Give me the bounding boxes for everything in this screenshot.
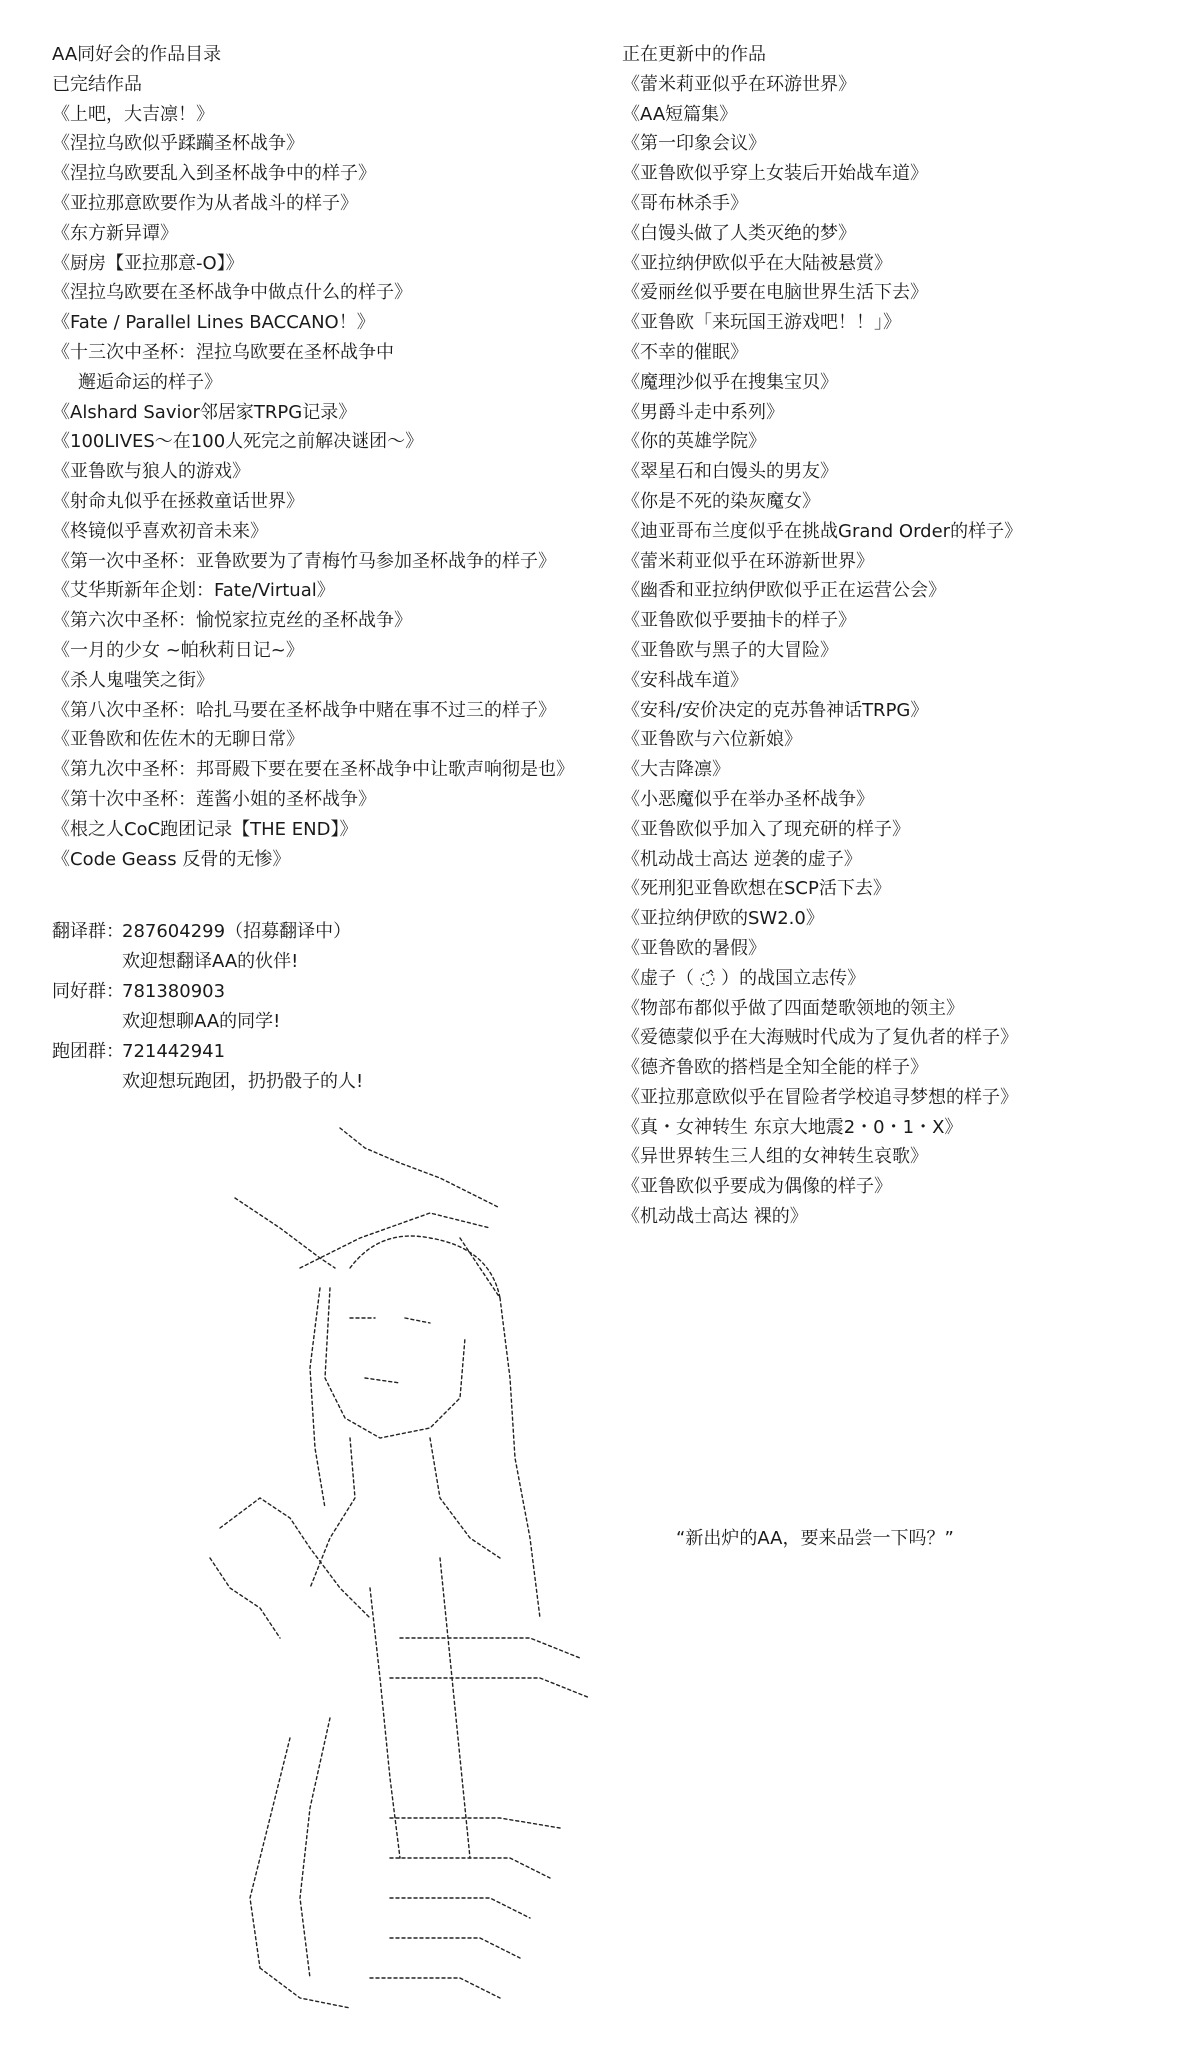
ongoing-work-item: 《哥布林杀手》 xyxy=(622,192,748,214)
completed-work-item: 《东方新异谭》 xyxy=(52,222,178,244)
group-label: 跑团群： xyxy=(52,1041,124,1062)
ongoing-work-item: 《亚鲁欧与六位新娘》 xyxy=(622,729,802,751)
ongoing-work-item: 《真・女神转生 东京大地震2・0・1・X》 xyxy=(622,1116,963,1138)
completed-works-list xyxy=(52,100,612,875)
group-note: 欢迎想翻译AA的伙伴! xyxy=(122,951,299,972)
completed-work-item: 《第十次中圣杯：莲酱小姐的圣杯战争》 xyxy=(52,788,376,810)
completed-work-item: 《涅拉乌欧要在圣杯战争中做点什么的样子》 xyxy=(52,282,412,304)
completed-work-item: 《Fate / Parallel Lines BACCANO！》 xyxy=(52,312,375,334)
ongoing-work-item: 《魔理沙似乎在搜集宝贝》 xyxy=(622,371,838,393)
ongoing-work-item: 《爱丽丝似乎要在电脑世界生活下去》 xyxy=(622,282,928,304)
ongoing-work-item: 《亚鲁欧似乎加入了现充研的样子》 xyxy=(622,818,910,840)
ongoing-work-item: 《男爵斗走中系列》 xyxy=(622,401,784,423)
completed-work-item: 《Alshard Savior邻居家TRPG记录》 xyxy=(52,401,357,423)
ongoing-work-item: 《安科/安价决定的克苏鲁神话TRPG》 xyxy=(622,699,929,721)
ongoing-work-item: 《机动战士高达 裸的》 xyxy=(622,1206,808,1228)
completed-work-item: 《根之人CoC跑团记录【THE END】》 xyxy=(52,818,358,840)
ongoing-work-item: 《你的英雄学院》 xyxy=(622,431,766,453)
group-info xyxy=(52,917,363,1097)
ongoing-work-item: 《不幸的催眠》 xyxy=(622,341,748,363)
ongoing-work-item: 《安科战车道》 xyxy=(622,669,748,691)
ongoing-work-item: 《白馒头做了人类灭绝的梦》 xyxy=(622,222,856,244)
ongoing-work-item: 《蕾米莉亚似乎在环游世界》 xyxy=(622,73,856,95)
ongoing-work-item: 《虚子（ ◌̂ ）的战国立志传》 xyxy=(622,967,866,989)
ongoing-work-item: 《蕾米莉亚似乎在环游新世界》 xyxy=(622,550,874,572)
completed-work-item: 《亚拉那意欧要作为从者战斗的样子》 xyxy=(52,192,358,214)
completed-work-item: 《Code Geass 反骨的无惨》 xyxy=(52,848,291,870)
group-number: 287604299（招募翻译中） xyxy=(122,921,352,942)
completed-work-item: 《亚鲁欧和佐佐木的无聊日常》 xyxy=(52,729,304,751)
completed-work-item: 《上吧，大吉凛！》 xyxy=(52,103,214,125)
completed-heading: 已完结作品 xyxy=(52,73,142,95)
completed-work-item: 《第九次中圣杯：邦哥殿下要在要在圣杯战争中让歌声响彻是也》 xyxy=(52,759,574,781)
ongoing-work-item: 《异世界转生三人组的女神转生哀歌》 xyxy=(622,1146,928,1168)
ascii-art-character-figure-icon xyxy=(200,1118,620,2018)
completed-work-item: 《第八次中圣杯：哈扎马要在圣杯战争中赌在事不过三的样子》 xyxy=(52,699,556,721)
ongoing-work-item: 《翠星石和白馒头的男友》 xyxy=(622,461,838,483)
ongoing-work-item: 《亚鲁欧与黑子的大冒险》 xyxy=(622,639,838,661)
group-number: 781380903 xyxy=(122,981,226,1002)
ongoing-work-item: 《亚鲁欧「来玩国王游戏吧！！」》 xyxy=(622,312,901,334)
group-number: 721442941 xyxy=(122,1041,226,1062)
completed-work-item: 《柊镜似乎喜欢初音未来》 xyxy=(52,520,268,542)
ongoing-work-item: 《死刑犯亚鲁欧想在SCP活下去》 xyxy=(622,878,891,900)
completed-work-item: 《涅拉乌欧似乎蹂躏圣杯战争》 xyxy=(52,133,304,155)
ongoing-work-item: 《亚鲁欧似乎要成为偶像的样子》 xyxy=(622,1176,892,1198)
catalog-heading: AA同好会的作品目录 xyxy=(52,44,222,65)
ongoing-work-item: 《AA短篇集》 xyxy=(622,103,738,125)
completed-work-item: 《亚鲁欧与狼人的游戏》 xyxy=(52,461,250,483)
group-row xyxy=(52,977,363,1007)
ongoing-work-item: 《幽香和亚拉纳伊欧似乎正在运营公会》 xyxy=(622,580,946,602)
group-note: 欢迎想聊AA的同学! xyxy=(122,1011,281,1032)
completed-work-item: 《100LIVES～在100人死完之前解决谜团～》 xyxy=(52,431,424,453)
completed-works-column xyxy=(52,40,612,874)
group-label: 翻译群： xyxy=(52,921,124,942)
ongoing-work-item: 《亚鲁欧的暑假》 xyxy=(622,937,766,959)
ongoing-work-item: 《迪亚哥布兰度似乎在挑战Grand Order的样子》 xyxy=(622,520,1023,542)
completed-work-item: 《一月的少女 ~帕秋莉日记~》 xyxy=(52,639,304,661)
ongoing-work-item: 《亚拉纳伊欧似乎在大陆被悬赏》 xyxy=(622,252,892,274)
ongoing-work-item: 《小恶魔似乎在举办圣杯战争》 xyxy=(622,788,874,810)
ongoing-work-item: 《亚拉纳伊欧的SW2.0》 xyxy=(622,908,824,930)
group-row xyxy=(52,917,363,947)
completed-work-item: 《射命丸似乎在拯救童话世界》 xyxy=(52,490,304,512)
completed-work-item: 《涅拉乌欧要乱入到圣杯战争中的样子》 xyxy=(52,163,376,185)
completed-work-item: 《艾华斯新年企划：Fate/Virtual》 xyxy=(52,580,335,602)
ongoing-work-item: 《亚鲁欧似乎穿上女装后开始战车道》 xyxy=(622,163,928,185)
ongoing-works-column xyxy=(622,40,1182,1232)
ongoing-work-item: 《物部布都似乎做了四面楚歌领地的领主》 xyxy=(622,997,964,1019)
ongoing-work-item: 《亚鲁欧似乎要抽卡的样子》 xyxy=(622,610,856,632)
ongoing-work-item: 《你是不死的染灰魔女》 xyxy=(622,490,820,512)
completed-work-item: 邂逅命运的样子》 xyxy=(78,371,222,393)
completed-work-item: 《杀人鬼嗤笑之街》 xyxy=(52,669,214,691)
completed-work-item: 《厨房【亚拉那意-O】》 xyxy=(52,252,244,274)
completed-work-item: 《十三次中圣杯：涅拉乌欧要在圣杯战争中 xyxy=(52,341,394,363)
ongoing-work-item: 《亚拉那意欧似乎在冒险者学校追寻梦想的样子》 xyxy=(622,1086,1018,1108)
completed-work-item: 《第六次中圣杯：愉悦家拉克丝的圣杯战争》 xyxy=(52,610,412,632)
ongoing-heading: 正在更新中的作品 xyxy=(622,44,766,65)
group-note: 欢迎想玩跑团，扔扔骰子的人! xyxy=(122,1071,364,1092)
ongoing-work-item: 《大吉降凛》 xyxy=(622,759,730,781)
group-row xyxy=(52,1037,363,1067)
ongoing-work-item: 《第一印象会议》 xyxy=(622,133,766,155)
ongoing-work-item: 《爱德蒙似乎在大海贼时代成为了复仇者的样子》 xyxy=(622,1027,1018,1049)
ongoing-work-item: 《德齐鲁欧的搭档是全知全能的样子》 xyxy=(622,1057,928,1079)
ongoing-work-item: 《机动战士高达 逆袭的虚子》 xyxy=(622,848,862,870)
completed-work-item: 《第一次中圣杯：亚鲁欧要为了青梅竹马参加圣杯战争的样子》 xyxy=(52,550,556,572)
group-label: 同好群： xyxy=(52,981,124,1002)
ongoing-works-list xyxy=(622,70,1182,1232)
quote-text: “新出炉的AA，要来品尝一下吗？” xyxy=(676,1528,954,1549)
